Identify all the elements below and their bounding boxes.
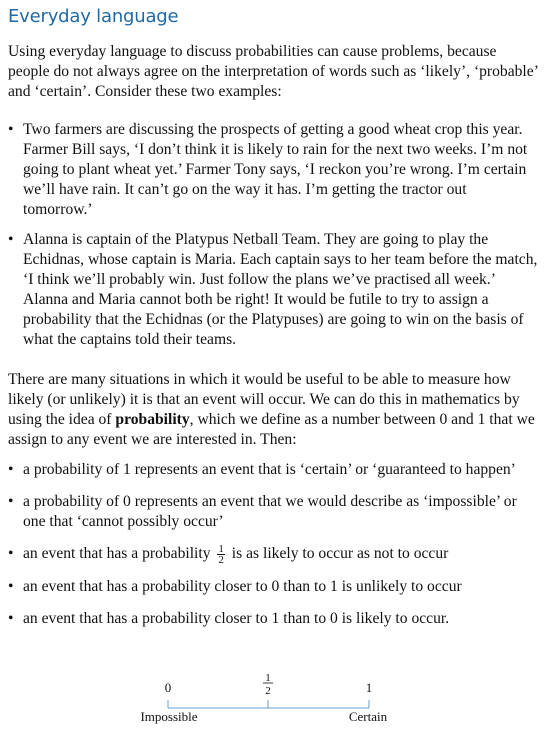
- scale-one: 1: [365, 680, 373, 695]
- fraction-denominator: 2: [218, 554, 224, 566]
- probability-paragraph: [8, 370, 538, 450]
- paragraph-text: There are many situations in which it would be useful to be able to measure how likely (or unlikely) it is that an event will occur. We can do this in mathematics by using the idea of: [8, 371, 520, 428]
- scale-zero: 0: [164, 680, 172, 695]
- scale-half-denominator: 2: [265, 685, 271, 697]
- probability-term: probability: [115, 411, 190, 428]
- fraction-numerator: 1: [218, 543, 224, 555]
- point-text: an event that has a probability: [23, 545, 215, 563]
- bullet-icon: •: [8, 121, 14, 138]
- probability-points: [8, 460, 538, 641]
- bullet-icon: •: [8, 545, 14, 562]
- point-half: [8, 544, 538, 565]
- example-text: Alanna is captain of the Platypus Netball Team. They are going to play the Echidnas, whose captain is Maria. Each captain says to her team before the match, ‘I think we’ll probably win. Just follow the plans we’ve practised all week.’ Alanna and Maria cannot both be right! It would be futile to try to assign a probability that the Echidnas (or the Platypuses) are going to win on the basis of what the captains told their teams.: [23, 231, 538, 348]
- bullet-icon: •: [8, 461, 14, 478]
- point-text: is as likely to occur as not to occur: [227, 545, 449, 563]
- point-text: a probability of 1 represents an event that is ‘certain’ or ‘guaranteed to happen’: [23, 461, 516, 478]
- intro-paragraph: Using everyday language to discuss probabilities can cause problems, because people do not always agree on the interpretation of words such as ‘likely’, ‘probable’ and ‘certain’. Consider these two examples:: [8, 43, 538, 100]
- point-unlikely: [8, 577, 538, 597]
- example-netball: [8, 230, 538, 350]
- scale-certain-label: Certain: [348, 709, 388, 724]
- point-text: a probability of 0 represents an event that we would describe as ‘impossible’ or one that ‘cannot possibly occur’: [23, 493, 517, 530]
- bullet-icon: •: [8, 610, 14, 627]
- probability-scale: [0, 670, 553, 730]
- point-text: an event that has a probability closer to 0 than to 1 is unlikely to occur: [23, 578, 462, 595]
- bullet-icon: •: [8, 493, 14, 510]
- point-text: an event that has a probability closer to 1 than to 0 is likely to occur.: [23, 610, 450, 627]
- scale-half-numerator: 1: [265, 672, 271, 684]
- paragraph-text: , which we define as a number between 0 and 1 that we assign to any event we are interested in. Then:: [8, 411, 535, 448]
- point-impossible: [8, 492, 538, 532]
- point-likely: [8, 609, 538, 629]
- example-farmers: [8, 120, 538, 220]
- example-text: Two farmers are discussing the prospects of getting a good wheat crop this year. Farmer Bill says, ‘I don’t think it is likely to rain for the next two weeks. I’m not going to plant wheat yet.’ Farmer Tony says, ‘I reckon you’re wrong. I’m certain we’ll have rain. It can’t go on the way it has. I’m getting the tractor out tomorrow.’: [23, 121, 528, 218]
- scale-impossible-label: Impossible: [140, 709, 198, 724]
- bullet-icon: •: [8, 578, 14, 595]
- section-title: Everyday language: [8, 6, 179, 27]
- example-list: [8, 120, 538, 360]
- point-certain: [8, 460, 538, 480]
- bullet-icon: •: [8, 231, 14, 248]
- half-fraction: [217, 544, 225, 565]
